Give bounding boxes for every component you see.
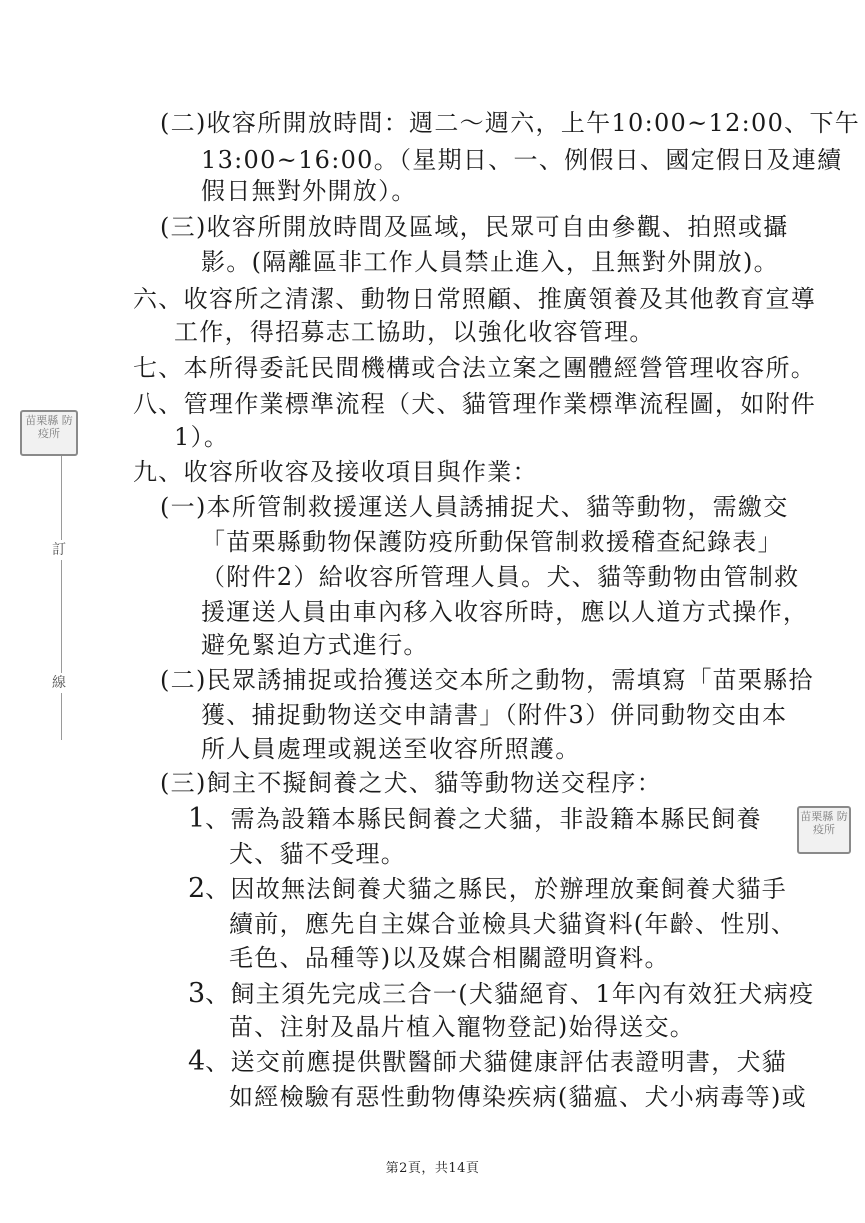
text-line: （附件2）給收容所管理人員。犬、貓等動物由管制救 bbox=[201, 563, 800, 591]
text-line: 七、本所得委託民間機構或合法立案之團體經營管理收容所。 bbox=[133, 354, 817, 382]
text-line: 如經檢驗有惡性動物傳染疾病(貓瘟、犬小病毒等)或 bbox=[229, 1083, 807, 1111]
text-line: 六、收容所之清潔、動物日常照顧、推廣領養及其他教育宣導 bbox=[133, 285, 817, 313]
text-line: 八、管理作業標準流程（犬、貓管理作業標準流程圖，如附件 bbox=[133, 390, 817, 418]
text-line: (二)收容所開放時間：週二～週六，上午10:00~12:00、下午 bbox=[160, 109, 861, 137]
seal-stamp-right: 苗栗縣 防疫所 bbox=[797, 806, 851, 854]
text-line: 所人員處理或親送至收容所照護。 bbox=[201, 735, 581, 763]
text-line: 續前，應先自主媒合並檢具犬貓資料(年齡、性別、 bbox=[229, 910, 797, 938]
text-line: 避免緊迫方式進行。 bbox=[201, 631, 429, 659]
text-line: 影。(隔離區非工作人員禁止進入，且無對外開放)。 bbox=[201, 248, 779, 276]
binding-char-xian: 線 bbox=[52, 675, 66, 691]
text-line: (二)民眾誘捕捉或拾獲送交本所之動物，需填寫「苗栗縣拾 bbox=[160, 666, 814, 694]
text-line: 苗、注射及晶片植入寵物登記)始得送交。 bbox=[229, 1013, 696, 1041]
list-item-number: 3、飼主須先完成三合一(犬貓絕育、1年內有效狂犬病疫 bbox=[188, 978, 815, 1009]
text-line: 九、收容所收容及接收項目與作業： bbox=[133, 458, 538, 486]
text-line: (三)收容所開放時間及區域，民眾可自由參觀、拍照或攝 bbox=[160, 213, 789, 241]
text-line: 犬、貓不受理。 bbox=[229, 840, 407, 868]
text-line: (三)飼主不擬飼養之犬、貓等動物送交程序： bbox=[160, 769, 663, 797]
list-item-number: 2、因故無法飼養犬貓之縣民，於辦理放棄飼養犬貓手 bbox=[188, 873, 788, 904]
text-line: 1）。 bbox=[174, 423, 230, 451]
text-line: 假日無對外開放）。 bbox=[201, 177, 417, 205]
seal-stamp-left: 苗栗縣 防疫所 bbox=[20, 410, 78, 456]
list-item-number: 1、需為設籍本縣民飼養之犬貓，非設籍本縣民飼養 bbox=[188, 803, 762, 834]
list-item-number: 4、送交前應提供獸醫師犬貓健康評估表證明書，犬貓 bbox=[188, 1046, 788, 1077]
text-line: 13:00~16:00。（星期日、一、例假日、國定假日及連續 bbox=[201, 146, 843, 174]
binding-char-ding: 訂 bbox=[52, 542, 66, 558]
text-line: 毛色、品種等)以及媒合相關證明資料。 bbox=[229, 944, 670, 972]
text-line: 援運送人員由車內移入收容所時，應以人道方式操作， bbox=[201, 598, 809, 626]
text-line: 工作，得招募志工協助，以強化收容管理。 bbox=[174, 318, 655, 346]
page-number-footer: 第2頁，共14頁 bbox=[385, 1161, 480, 1176]
text-line: 「苗栗縣動物保護防疫所動保管制救援稽查紀錄表」 bbox=[201, 528, 783, 556]
text-line: 獲、捕捉動物送交申請書」（附件3）併同動物交由本 bbox=[201, 701, 788, 729]
text-line: (一)本所管制救援運送人員誘捕捉犬、貓等動物，需繳交 bbox=[160, 493, 789, 521]
